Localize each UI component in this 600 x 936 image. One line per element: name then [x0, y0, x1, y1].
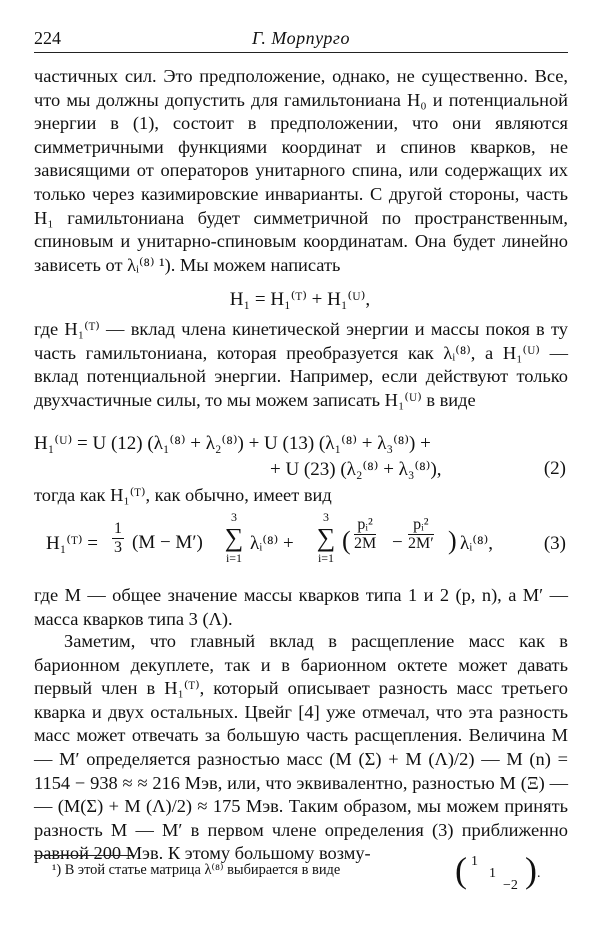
eq3-sum-2-lower: i=1: [317, 551, 335, 565]
equation-2-number: (2): [543, 458, 566, 479]
footnote-rule: [34, 855, 134, 856]
paragraph-2: где H₁⁽ᵀ⁾ — вклад члена кинетической энергии и массы покоя в ту часть гамильтониана, которая преобразуется как λᵢ⁽⁸⁾, а H₁⁽ᵁ⁾ — вклад потенциальной энергии. Например, если действуют только двухчастичные силы, то мы можем записать H₁⁽ᵁ⁾ в виде: [34, 319, 568, 410]
matrix-paren-open: (: [455, 850, 467, 890]
eq3-paren-open: (: [342, 526, 351, 555]
eq3-sum-1-upper: 3: [231, 510, 237, 524]
eq3-paren-close: ): [448, 526, 457, 555]
eq3-frac-denominator: 3: [114, 539, 122, 556]
eq3-frac-numerator: 1: [114, 520, 122, 537]
eq3-sum-2-upper: 3: [323, 510, 329, 524]
paragraph-5: Заметим, что главный вклад в расщепление масс как в барионном декуплете, так и в барионном октете может давать первый член в H₁⁽ᵀ⁾, который описывает разность масс третьего кварка и двух остальных. Цвейг [4] уже отмечал, что эта разность масс может отвечать за большую часть расщепления. Величина M — M′ определяется разностью масс (M (Σ) + M (Λ)/2) — M (n) = 1154 − 938 ≈ ≈ 216 Мэв, или, что эквивалентно, разностью M (Ξ) — — (M(Σ) + M (Λ)/2) ≈ 175 Мэв. Таким образом, мы можем принять разность M — M′ в первом члене определения (3) приближенно равной 200 Мэв. К этому большому возму-: [34, 631, 568, 864]
equation-3: [46, 510, 526, 578]
equation-2-line-1: H₁⁽ᵁ⁾ = U (12) (λ₁⁽⁸⁾ + λ₂⁽⁸⁾) + U (13) (λ₁⁽⁸⁾ + λ₃⁽⁸⁾) +: [34, 433, 431, 454]
page-number: 224: [34, 28, 61, 48]
eq3-fraction-kinetic-2: [408, 516, 434, 553]
eq3-mass-difference: (M − M′): [132, 532, 203, 553]
matrix-paren-close: ): [525, 850, 537, 890]
eq3-sum-1: [222, 510, 246, 566]
paragraph-4: где M — общее значение массы кварков типа 1 и 2 (p, n), а M′ — масса кварков типа 3 (Λ).: [34, 585, 568, 629]
eq3-lhs: H₁⁽ᵀ⁾ =: [46, 533, 99, 554]
footnote-text: ¹) В этой статье матрица λ⁽⁸⁾ выбирается в виде: [52, 862, 341, 878]
eq3-kinetic-1-numerator: pᵢ²: [354, 516, 376, 535]
equation-1: H₁ = H₁⁽ᵀ⁾ + H₁⁽ᵁ⁾,: [229, 289, 371, 310]
page-header: [34, 26, 568, 53]
eq3-fraction-kinetic-1: [354, 516, 376, 553]
eq3-sum-2-sign: ∑: [316, 523, 336, 552]
eq3-minus: −: [392, 532, 403, 553]
eq3-sum-1-lower: i=1: [225, 551, 243, 565]
matrix-entry-33: −2: [503, 878, 518, 893]
eq3-sum-1-sign: ∑: [224, 523, 244, 552]
eq3-sum-2: [314, 510, 338, 566]
eq3-kinetic-2-denominator: 2M′: [408, 535, 434, 552]
eq3-tail: λᵢ⁽⁸⁾,: [460, 533, 494, 554]
eq3-kinetic-2-numerator: pᵢ²: [408, 516, 434, 535]
equation-2-line-2: + U (23) (λ₂⁽⁸⁾ + λ₃⁽⁸⁾),: [270, 459, 442, 480]
paragraph-3: тогда как H₁⁽ᵀ⁾, как обычно, имеет вид: [34, 485, 332, 505]
eq3-kinetic-1-denominator: 2M: [354, 535, 377, 552]
eq3-term-1: λᵢ⁽⁸⁾ +: [250, 533, 294, 554]
running-title: Г. Морпурго: [252, 28, 350, 48]
matrix-entry-22: 1: [489, 866, 496, 881]
footnote-period: .: [537, 866, 541, 881]
eq3-fraction-third: [112, 520, 124, 557]
footnote-matrix: [455, 850, 545, 894]
matrix-entry-11: 1: [471, 854, 478, 869]
paragraph-1: частичных сил. Это предположение, однако, не существенно. Все, что мы должны допустить для гамильтониана H₀ и потенциальной энергии в (1), состоит в предположении, что они являются симметричными функциями координат и спинов кварков, не зависящими от операторов унитарного спина, или содержащих их только через казимировские инварианты. С другой стороны, часть H₁ гамильтониана будет симметричной по пространственным, спиновым и унитарно-спиновым координатам. Она будет линейно зависеть от λᵢ⁽⁸⁾ ¹). Мы можем написать: [34, 66, 568, 275]
equation-3-number: (3): [543, 533, 566, 554]
